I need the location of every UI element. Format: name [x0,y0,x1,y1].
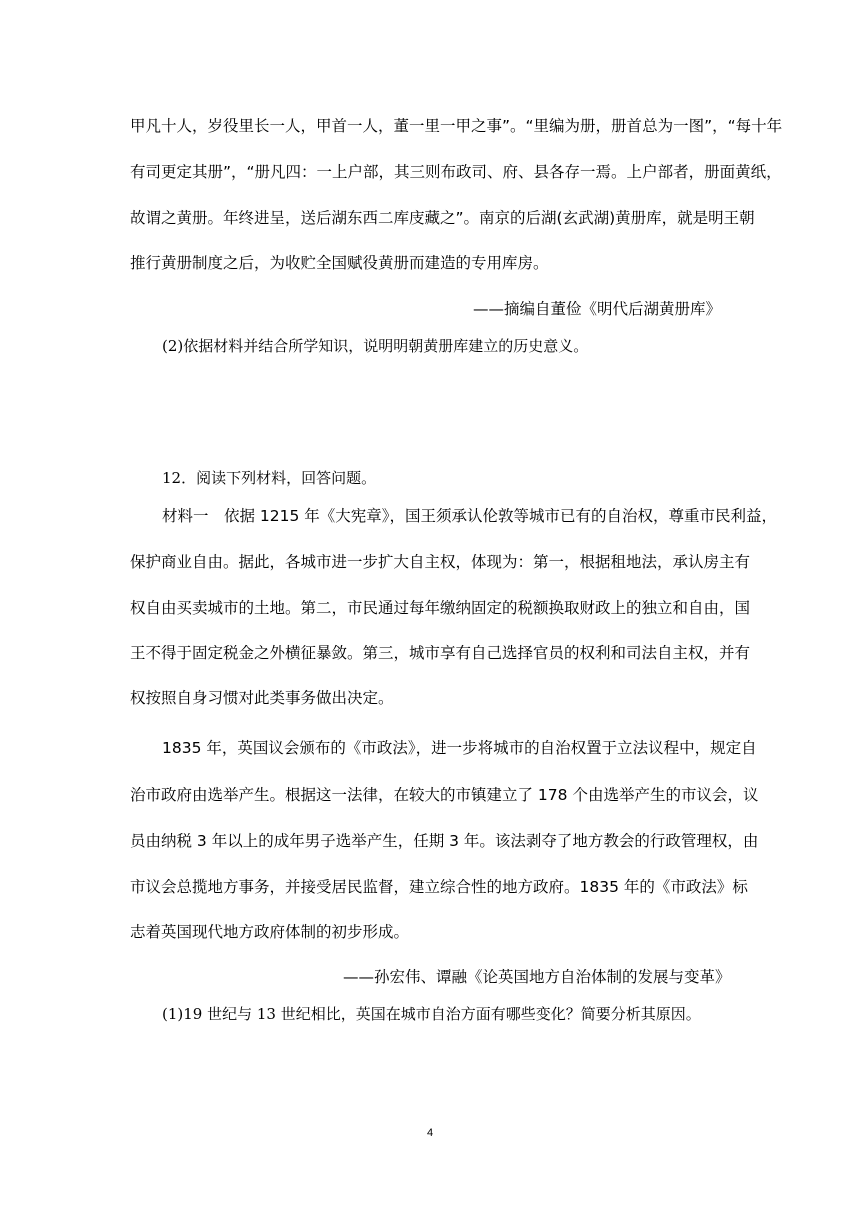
material-2-line: 1835 年，英国议会颁布的《市政法》，进一步将城市的自治权置于立法议程中，规定自 [162,739,757,757]
question-11-2: (2)依据材料并结合所学知识，说明明朝黄册库建立的历史意义。 [162,337,589,355]
question-12-intro: 12．阅读下列材料，回答问题。 [162,469,377,487]
passage-1-line: 有司更定其册”，“册凡四：一上户部，其三则布政司、府、县各存一焉。上户部者，册面黄纸， [130,163,782,181]
material-2-line: 志着英国现代地方政府体制的初步形成。 [130,923,410,941]
material-1-line: 权自由买卖城市的土地。第二，市民通过每年缴纳固定的税额换取财政上的独立和自由，国 [130,599,751,617]
question-12-1: (1)19 世纪与 13 世纪相比，英国在城市自治方面有哪些变化？简要分析其原因。 [162,1005,701,1023]
page-number: 4 [426,1127,434,1139]
passage-1-line: 故谓之黄册。年终进呈，送后湖东西二库庋藏之”。南京的后湖(玄武湖)黄册库，就是明王朝 [130,209,755,227]
material-2-line: 员由纳税 3 年以上的成年男子选举产生，任期 3 年。该法剥夺了地方教会的行政管理权，由 [130,832,759,850]
material-1-line: 材料一 依据 1215 年《大宪章》，国王须承认伦敦等城市已有的自治权，尊重市民利益， [162,507,778,525]
passage-1-line: 推行黄册制度之后，为收贮全国赋役黄册而建造的专用库房。 [130,254,549,272]
passage-1-line: 甲凡十人，岁役里长一人，甲首一人，董一里一甲之事”。“里编为册，册首总为一图”，“每十年 [130,117,783,135]
passage-1-source: ——摘编自董俭《明代后湖黄册库》 [473,300,722,318]
question-12-source: ——孙宏伟、谭融《论英国地方自治体制的发展与变革》 [343,968,731,986]
material-1-line: 王不得于固定税金之外横征暴敛。第三，城市享有自己选择官员的权利和司法自主权，并有 [130,644,751,662]
material-2-line: 市议会总揽地方事务，并接受居民监督，建立综合性的地方政府。1835 年的《市政法》标 [130,878,748,896]
material-1-line: 权按照自身习惯对此类事务做出决定。 [130,689,394,707]
material-1-line: 保护商业自由。据此，各城市进一步扩大自主权，体现为：第一，根据租地法，承认房主有 [130,553,751,571]
material-2-line: 治市政府由选举产生。根据这一法律，在较大的市镇建立了 178 个由选举产生的市议会，议 [130,786,759,804]
